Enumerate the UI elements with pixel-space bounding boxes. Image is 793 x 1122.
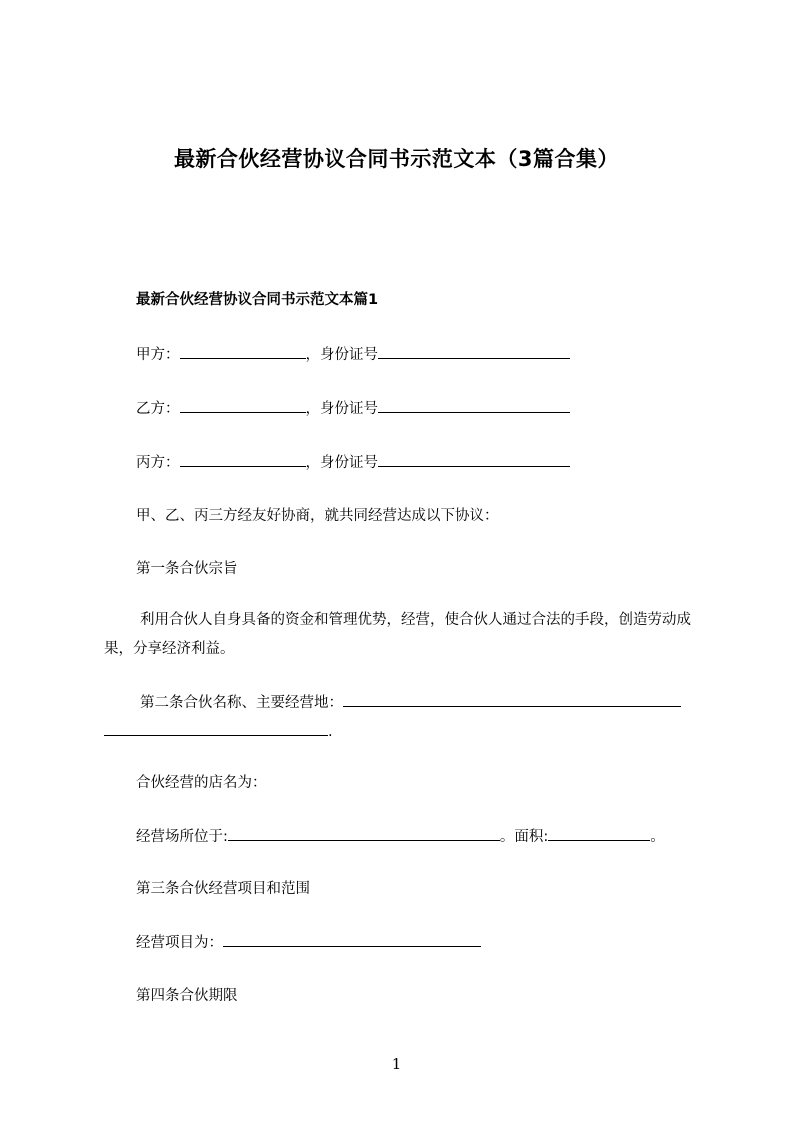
area-blank (548, 826, 650, 841)
intro-paragraph: 甲、乙、丙三方经友好协商，就共同经营达成以下协议： (136, 508, 499, 524)
party-c-label: 丙方： (136, 455, 180, 471)
party-c-id-blank (378, 452, 570, 467)
party-b-id-label: ，身份证号 (305, 401, 378, 417)
location-blank (228, 826, 500, 841)
party-c-line (136, 452, 570, 473)
party-c-id-label: ，身份证号 (305, 455, 378, 471)
party-c-name-blank (180, 452, 306, 467)
party-a-name-blank (180, 344, 306, 359)
article-2-blank-1 (343, 692, 681, 707)
business-items-blank (223, 932, 481, 947)
party-b-line (136, 398, 570, 419)
page-number: 1 (391, 1055, 402, 1073)
business-items-label: 经营项目为： (136, 935, 223, 951)
article-2-end: . (328, 724, 333, 740)
party-a-id-label: ，身份证号 (305, 347, 378, 363)
business-items-line (136, 932, 481, 953)
location-label: 经营场所位于: (136, 829, 228, 845)
area-label: 。面积: (499, 829, 549, 845)
party-b-label: 乙方： (136, 401, 180, 417)
store-name-line: 合伙经营的店名为： (136, 775, 267, 791)
article-2-title: 第二条合伙名称、主要经营地： (140, 695, 343, 711)
section-heading: 最新合伙经营协议合同书示范文本篇1 (136, 292, 379, 308)
party-b-id-blank (378, 398, 570, 413)
party-a-id-blank (378, 344, 570, 359)
party-b-name-blank (180, 398, 306, 413)
article-1-title: 第一条合伙宗旨 (136, 561, 238, 577)
article-2-blank-2 (104, 721, 328, 736)
article-4-title: 第四条合伙期限 (136, 988, 238, 1004)
article-1-body: 利用合伙人自身具备的资金和管理优势，经营，使合伙人通过合法的手段，创造劳动成果，分享经济利益。 (104, 612, 691, 657)
article-2-continuation (104, 721, 333, 742)
document-title: 最新合伙经营协议合同书示范文本（3篇合集） (173, 147, 620, 171)
party-a-line (136, 344, 570, 365)
location-line (136, 826, 665, 847)
article-2-title-line (140, 692, 681, 713)
area-end: 。 (650, 829, 665, 845)
party-a-label: 甲方： (136, 347, 180, 363)
article-3-title: 第三条合伙经营项目和范围 (136, 881, 310, 897)
